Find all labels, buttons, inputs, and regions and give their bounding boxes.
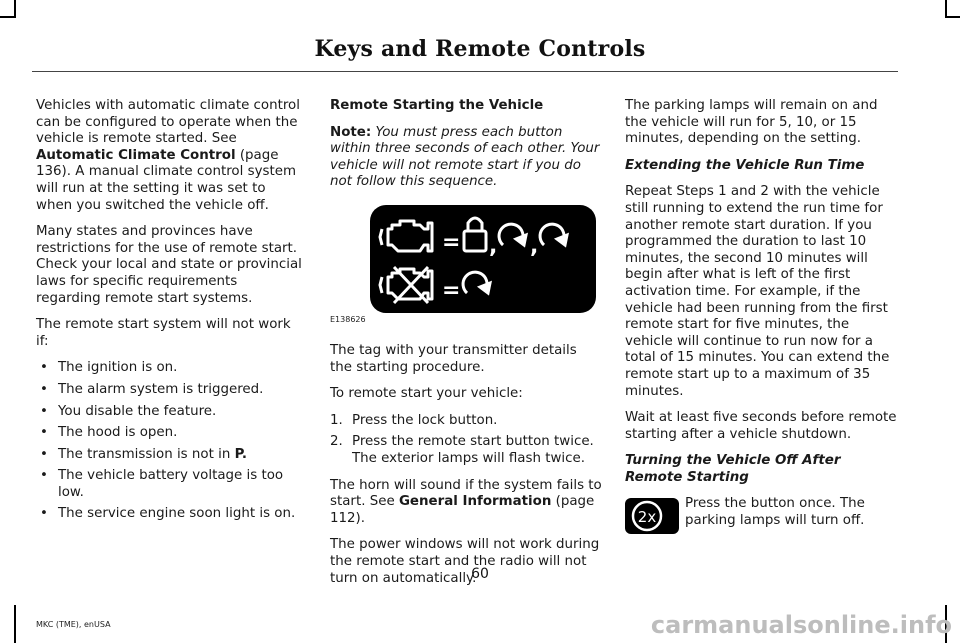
column-1 bbox=[36, 98, 304, 528]
parking-lamps-paragraph: The parking lamps will remain on and the vehicle will run for 5, 10, or 15 minutes, depending on the setting. bbox=[625, 98, 878, 147]
list-item: • The hood is open. bbox=[36, 425, 304, 442]
extend-paragraph: Repeat Steps 1 and 2 with the vehicle still running to extend the run time for another remote start duration. If you programmed the duration to last 10 minutes, the second 10 minutes will begin after what is left of the first activation time. For example, if the vehicle had been running from the first remote start for five minutes, the vehicle will continue to run now for a total of 15 minutes. You can extend the remote start up to a maximum of 35 minutes. bbox=[625, 184, 890, 399]
step-number: 1. bbox=[330, 412, 343, 428]
turn-off-instruction bbox=[625, 496, 897, 546]
document-id: MKC (TME), enUSA bbox=[36, 620, 111, 629]
section-heading: Extending the Vehicle Run Time bbox=[625, 157, 865, 173]
note-label: Note: bbox=[330, 124, 372, 140]
engine-off-icon bbox=[380, 267, 432, 303]
park-gear-label: P. bbox=[234, 446, 248, 462]
note-paragraph bbox=[330, 125, 602, 191]
windows-paragraph: The power windows will not work during the remote start and the radio will not turn on automatically. bbox=[330, 537, 600, 586]
automatic-climate-control-link[interactable]: Automatic Climate Control bbox=[36, 147, 236, 163]
list-item bbox=[36, 447, 304, 464]
crop-mark bbox=[14, 605, 16, 643]
lock-icon bbox=[464, 218, 486, 251]
climate-paragraph bbox=[36, 98, 304, 214]
not-work-list bbox=[36, 360, 304, 523]
comma: , bbox=[530, 233, 539, 259]
engine-icon bbox=[380, 221, 432, 251]
remote-start-icon bbox=[463, 272, 490, 293]
crop-mark bbox=[0, 16, 16, 18]
steps-intro: To remote start your vehicle: bbox=[330, 386, 523, 402]
sequence-diagram bbox=[370, 205, 596, 313]
list-item bbox=[330, 413, 602, 430]
press-twice-icon bbox=[625, 498, 679, 534]
page-number: 60 bbox=[471, 566, 489, 582]
equals-sign: = bbox=[442, 229, 461, 255]
list-item-text: The transmission is not in bbox=[58, 446, 235, 462]
press-twice-label: 2x bbox=[637, 508, 657, 527]
wait-paragraph: Wait at least five seconds before remote starting after a vehicle shutdown. bbox=[625, 410, 897, 442]
comma: , bbox=[489, 233, 498, 259]
column-3 bbox=[625, 98, 897, 546]
remote-start-icon bbox=[499, 224, 526, 245]
horn-paragraph bbox=[330, 478, 602, 528]
list-item bbox=[330, 434, 602, 467]
not-work-intro: The remote start system will not work if: bbox=[36, 317, 291, 349]
column-2 bbox=[330, 98, 602, 597]
page-title: Keys and Remote Controls bbox=[314, 36, 646, 62]
turn-off-text: Press the button once. The parking lamps will turn off. bbox=[685, 496, 865, 529]
equals-sign: = bbox=[442, 277, 461, 303]
list-item: • The vehicle battery voltage is too low. bbox=[36, 468, 304, 501]
horn-text-a: The horn will sound if the system fails to start. See bbox=[330, 477, 602, 510]
step-text: Press the lock button. bbox=[352, 412, 498, 428]
section-heading: Turning the Vehicle Off After Remote Starting bbox=[625, 453, 841, 485]
list-item: • You disable the feature. bbox=[36, 404, 304, 421]
note-text: You must press each button within three seconds of each other. Your vehicle will not remote start if you do not follow this sequence. bbox=[330, 124, 600, 190]
header-rule bbox=[32, 71, 898, 72]
image-code: E138626 bbox=[330, 314, 366, 324]
horn-text-b: (page 112). bbox=[330, 494, 595, 526]
climate-text-a: Vehicles with automatic climate control can be configured to operate when the vehicle is remote started. See bbox=[36, 98, 300, 147]
step-number: 2. bbox=[330, 434, 343, 450]
restrictions-paragraph: Many states and provinces have restrictions for the use of remote start. Check your local and state or provincial laws for specific requirements regarding remote start systems. bbox=[36, 224, 302, 306]
list-item: • The alarm system is triggered. bbox=[36, 382, 304, 399]
list-item: • The service engine soon light is on. bbox=[36, 506, 304, 523]
crop-mark bbox=[945, 16, 960, 18]
remote-start-sequence-graphic bbox=[370, 205, 596, 313]
tag-paragraph: The tag with your transmitter details the starting procedure. bbox=[330, 342, 577, 375]
list-item: • The ignition is on. bbox=[36, 360, 304, 377]
watermark: carmanualsonline.info bbox=[650, 611, 952, 639]
general-information-link[interactable]: General Information bbox=[398, 494, 552, 510]
section-heading: Remote Starting the Vehicle bbox=[330, 98, 544, 113]
climate-text-b: (page 136). A manual climate control system will run at the setting it was set to when you switched the vehicle off. bbox=[36, 147, 296, 213]
remote-start-icon bbox=[540, 224, 567, 245]
steps-list bbox=[330, 413, 602, 468]
step-text: Press the remote start button twice. The exterior lamps will flash twice. bbox=[352, 434, 594, 466]
